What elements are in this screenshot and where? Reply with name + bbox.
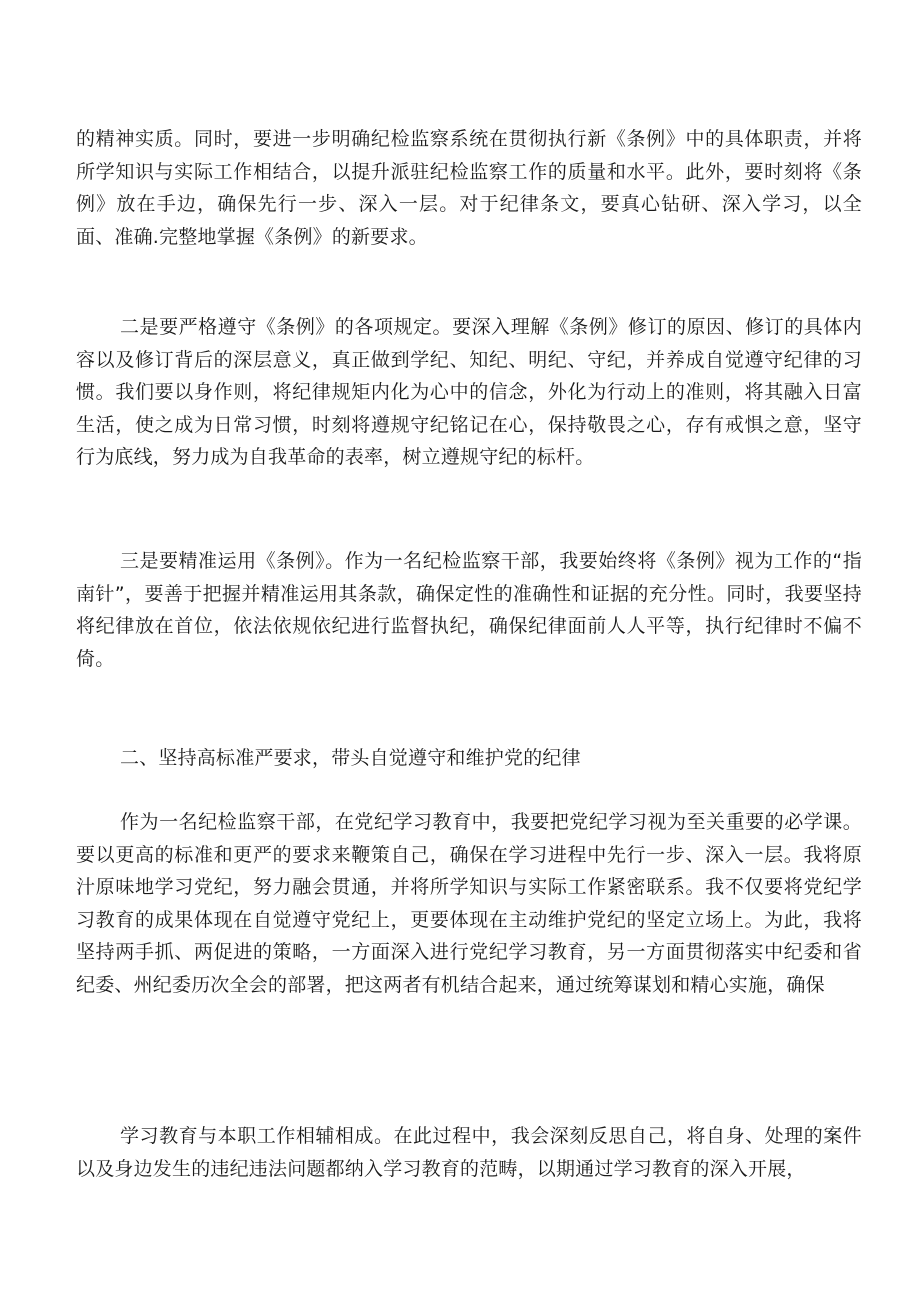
paragraph-continuation: 的精神实质。同时，要进一步明确纪检监察系统在贯彻执行新《条例》中的具体职责，并将所学知识与实际工作相结合，以提升派驻纪检监察工作的质量和水平。此外，要时刻将《条例》放在手边，确保先行一步、深入一层。对于纪律条文，要真心钻研、深入学习，以全面、准确.完整地掌握《条例》的新要求。 xyxy=(76,128,862,248)
paragraph-strictly-observe: 二是要严格遵守《条例》的各项规定。要深入理解《条例》修订的原因、修订的具体内容以及修订背后的深层意义，真正做到学纪、知纪、明纪、守纪，并养成自觉遵守纪律的习惯。我们要以身作则，将纪律规矩内化为心中的信念，外化为行动上的准则，将其融入日富生活，使之成为日常习惯，时刻将遵规守纪铭记在心，保持敬畏之心，存有戒惧之意，坚守行为底线，努力成为自我革命的表率，树立遵规守纪的标杆。 xyxy=(76,316,862,468)
paragraph-precise-application: 三是要精准运用《条例》。作为一名纪检监察干部，我要始终将《条例》视为工作的“指南针”，要善于把握并精准运用其条款，确保定性的准确性和证据的充分性。同时，我要坚持将纪律放在首位，依法依规依纪进行监督执纪，确保纪律面前人人平等，执行纪律时不偏不倚。 xyxy=(76,550,862,670)
paragraph-party-discipline-study: 作为一名纪检监察干部，在党纪学习教育中，我要把党纪学习视为至关重要的必学课。要以更高的标准和更严的要求来鞭策自己，确保在学习进程中先行一步、深入一层。我将原汁原味地学习党纪，努力融会贯通，并将所学知识与实际工作紧密联系。我不仅要将党纪学习教育的成果体现在自觉遵守党纪上，更要体现在主动维护党纪的坚定立场上。为此，我将坚持两手抓、两促进的策略，一方面深入进行党纪学习教育，另一方面贯彻落实中纪委和省纪委、州纪委历次全会的部署，把这两者有机结合起来，通过统筹谋划和精心实施，确保 xyxy=(76,811,862,996)
section-heading: 二、坚持高标准严要求，带头自觉遵守和维护党的纪律 xyxy=(120,747,581,769)
paragraph-study-and-work: 学习教育与本职工作相辅相成。在此过程中，我会深刻反思自己，将自身、处理的案件以及身边发生的违纪违法问题都纳入学习教育的范畴，以期通过学习教育的深入开展， xyxy=(76,1125,862,1180)
